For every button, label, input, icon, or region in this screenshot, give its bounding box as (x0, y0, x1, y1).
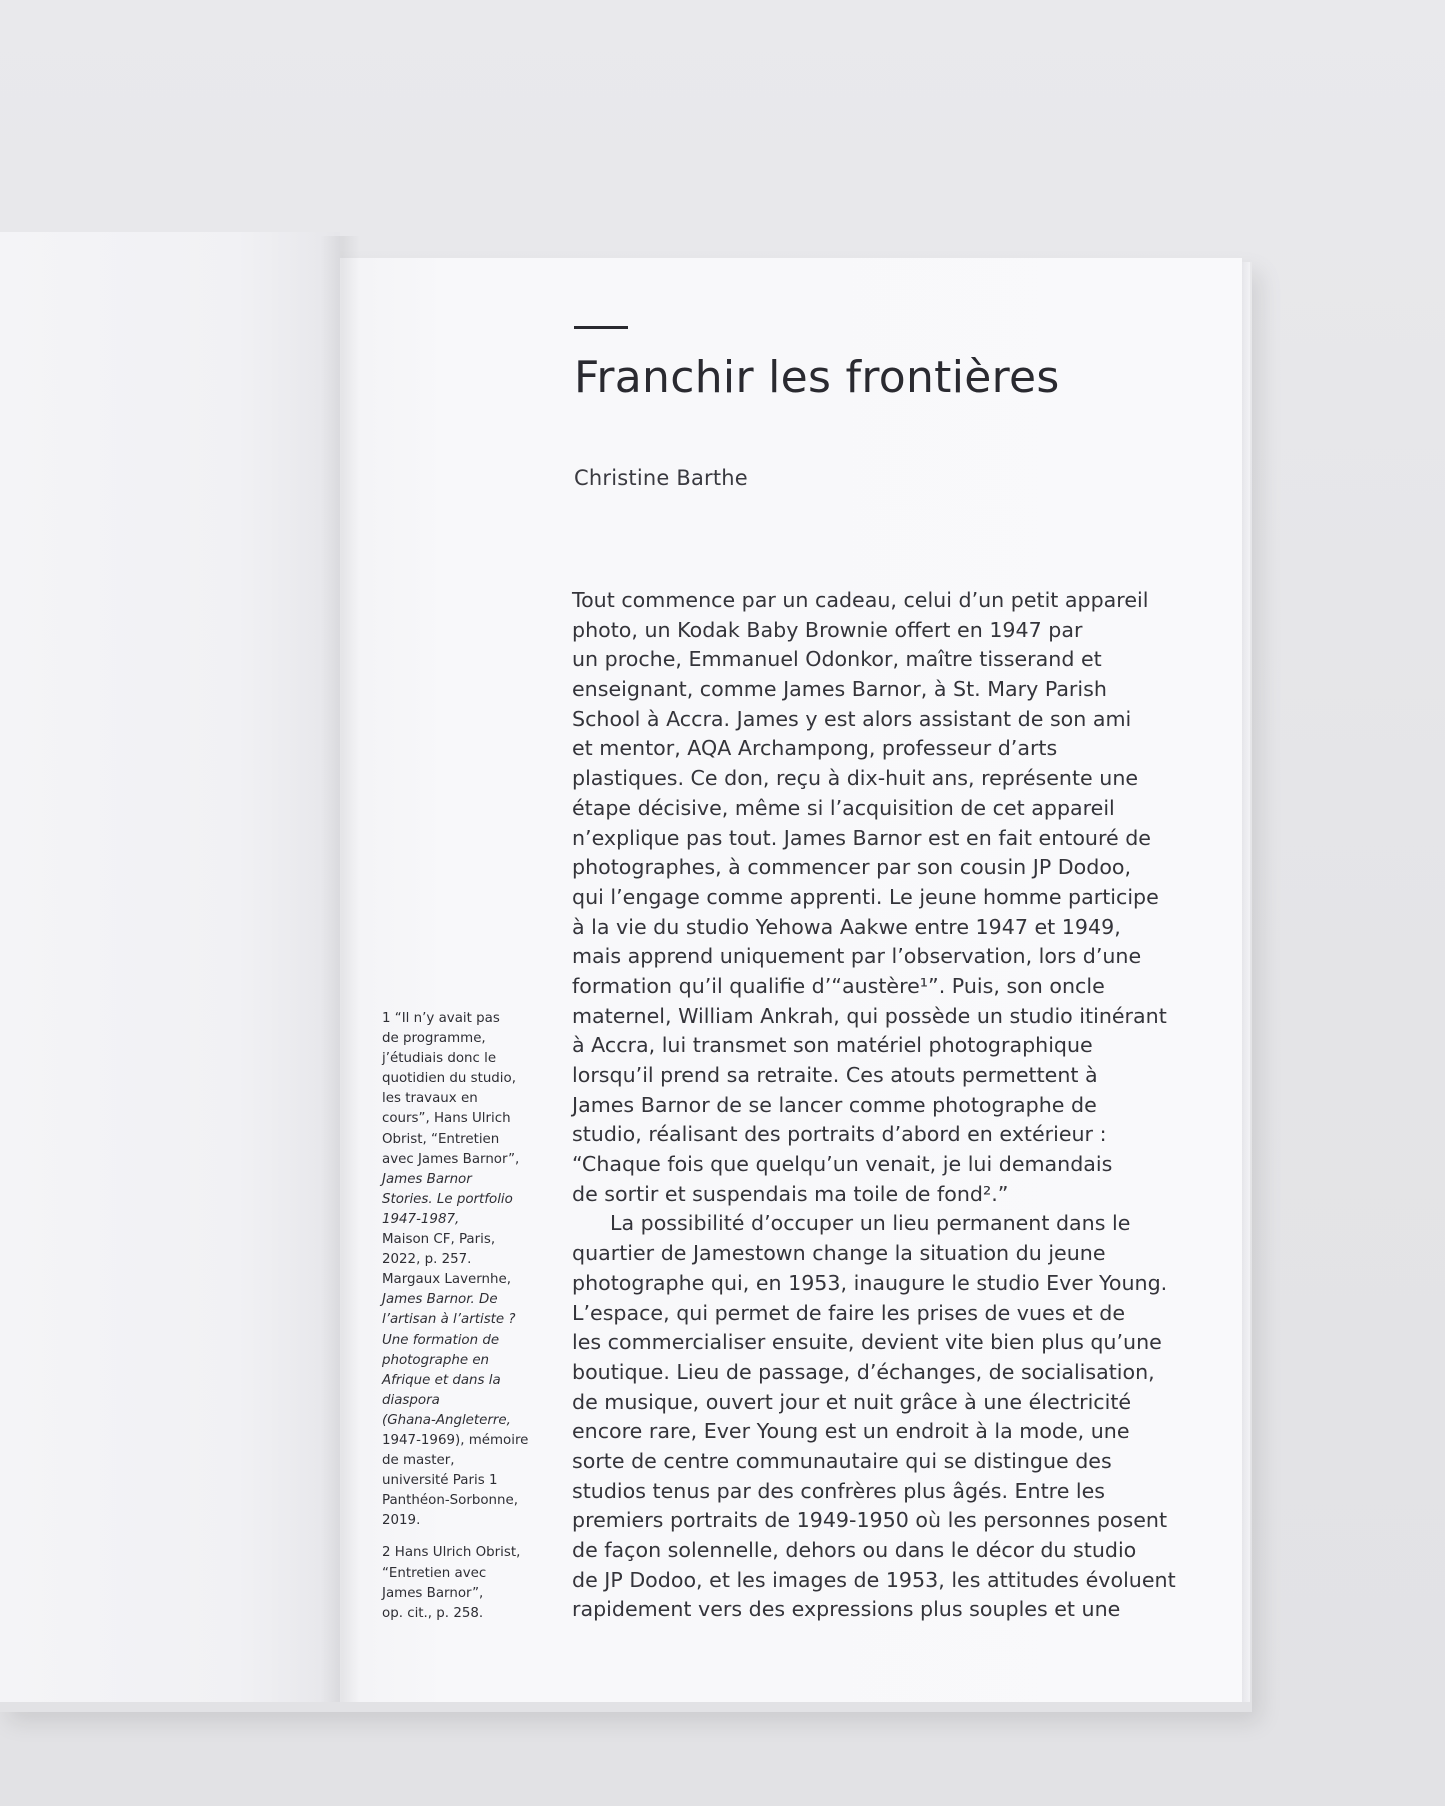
footnote-gap (382, 1531, 542, 1543)
body-line: L’espace, qui permet de faire les prises de vues et de (572, 1300, 1126, 1325)
footnote-1-line: Maison CF, Paris, (382, 1232, 496, 1248)
footnote-1-line: Margaux Lavernhe, (382, 1272, 511, 1288)
body-line: James Barnor de se lancer comme photographe de (572, 1092, 1097, 1117)
body-line: formation qu’il qualifie d’“austère¹”. Puis, son oncle (572, 973, 1105, 998)
article-title: Franchir les frontières (574, 352, 1060, 403)
footnote-1-line: de master, (382, 1453, 455, 1469)
body-line: photographes, à commencer par son cousin JP Dodoo, (572, 855, 1132, 880)
page-edge (1242, 262, 1250, 1702)
body-line: La possibilité d’occuper un lieu permanent dans le (610, 1211, 1131, 1236)
footnote-2-line: James Barnor”, (382, 1585, 484, 1601)
body-line: boutique. Lieu de passage, d’échanges, de socialisation, (572, 1359, 1155, 1384)
footnote-1-line: James Barnor (382, 1171, 472, 1187)
body-text (572, 586, 1212, 1625)
left-page (0, 232, 340, 1702)
body-line: School à Accra. James y est alors assistant de son ami (572, 706, 1132, 731)
body-line: photographe qui, en 1953, inaugure le studio Ever Young. (572, 1270, 1168, 1295)
footnote-1-line: 2019. (382, 1513, 421, 1529)
footnote-1-line: Afrique et dans la (382, 1372, 501, 1388)
body-line: studios tenus par des confrères plus âgés. Entre les (572, 1478, 1106, 1503)
footnote-1-line: (Ghana-Angleterre, (382, 1412, 511, 1428)
body-line: de musique, ouvert jour et nuit grâce à une électricité (572, 1389, 1132, 1414)
footnotes (382, 1009, 542, 1624)
body-line: les commercialiser ensuite, devient vite bien plus qu’une (572, 1330, 1162, 1355)
footnote-1-line: cours”, Hans Ulrich (382, 1111, 511, 1127)
body-line: quartier de Jamestown change la situation du jeune (572, 1241, 1106, 1266)
footnote-1-line: Panthéon-Sorbonne, (382, 1493, 519, 1509)
footnote-2-line: op. cit., p. 258. (382, 1605, 484, 1621)
body-line: n’explique pas tout. James Barnor est en fait entouré de (572, 825, 1151, 850)
body-line: plastiques. Ce don, reçu à dix-huit ans, représente une (572, 766, 1139, 791)
body-line: de façon solennelle, dehors ou dans le décor du studio (572, 1538, 1137, 1562)
body-line: un proche, Emmanuel Odonkor, maître tisserand et (572, 647, 1102, 672)
footnote-1-line: 1947-1987, (382, 1211, 460, 1227)
body-line: encore rare, Ever Young est un endroit à la mode, une (572, 1419, 1130, 1444)
footnote-1-line: 1947-1969), mémoire (382, 1432, 529, 1448)
title-rule (574, 326, 628, 329)
body-line: de sortir et suspendais ma toile de fond².” (572, 1181, 1009, 1206)
footnote-1-line: quotidien du studio, (382, 1071, 516, 1087)
body-line: sorte de centre communautaire qui se distingue des (572, 1448, 1112, 1473)
footnote-1-line: photographe en (382, 1352, 490, 1368)
footnote-1-line: James Barnor. De (382, 1292, 498, 1308)
footnote-2-line: 2 Hans Ulrich Obrist, (382, 1545, 521, 1561)
body-line: étape décisive, même si l’acquisition de cet appareil (572, 795, 1115, 820)
footnote-1-line: avec James Barnor”, (382, 1151, 520, 1167)
footnote-1-line: Stories. Le portfolio (382, 1191, 513, 1207)
body-line: à Accra, lui transmet son matériel photographique (572, 1033, 1093, 1058)
body-line: enseignant, comme James Barnor, à St. Mary Parish (572, 677, 1107, 702)
footnote-1-line: de programme, (382, 1031, 486, 1047)
footnote-2-line: “Entretien avec (382, 1565, 487, 1581)
book-spine (320, 236, 360, 1702)
body-line: maternel, William Ankrah, qui possède un studio itinérant (572, 1003, 1167, 1028)
footnote-1-line: 2022, p. 257. (382, 1252, 472, 1268)
footnote-1-line: Obrist, “Entretien (382, 1131, 500, 1147)
body-line: à la vie du studio Yehowa Aakwe entre 1947 et 1949, (572, 914, 1121, 939)
footnote-1-line: 1 “Il n’y avait pas (382, 1011, 500, 1026)
body-line: “Chaque fois que quelqu’un venait, je lui demandais (572, 1152, 1113, 1177)
body-line: rapidement vers des expressions plus souples et une (572, 1597, 1121, 1622)
body-line: Tout commence par un cadeau, celui d’un petit appareil (572, 588, 1149, 612)
body-line: de JP Dodoo, et les images de 1953, les attitudes évoluent (572, 1567, 1176, 1592)
body-line: photo, un Kodak Baby Brownie offert en 1947 par (572, 617, 1083, 642)
footnote-1-line: Une formation de (382, 1332, 500, 1348)
article-author: Christine Barthe (574, 466, 748, 490)
body-line: studio, réalisant des portraits d’abord en extérieur : (572, 1122, 1107, 1147)
body-line: lorsqu’il prend sa retraite. Ces atouts permettent à (572, 1063, 1098, 1087)
body-line: et mentor, AQA Archampong, professeur d’arts (572, 736, 1058, 761)
footnote-1-line: les travaux en (382, 1091, 478, 1107)
footnote-1-line: université Paris 1 (382, 1473, 498, 1489)
body-line: qui l’engage comme apprenti. Le jeune homme participe (572, 884, 1159, 909)
body-line: mais apprend uniquement par l’observation, lors d’une (572, 944, 1142, 969)
footnote-1-line: j’étudiais donc le (382, 1051, 497, 1067)
body-line: premiers portraits de 1949-1950 où les personnes posent (572, 1508, 1168, 1533)
footnote-1-line: diaspora (382, 1392, 440, 1408)
footnote-1-line: l’artisan à l’artiste ? (382, 1312, 516, 1328)
